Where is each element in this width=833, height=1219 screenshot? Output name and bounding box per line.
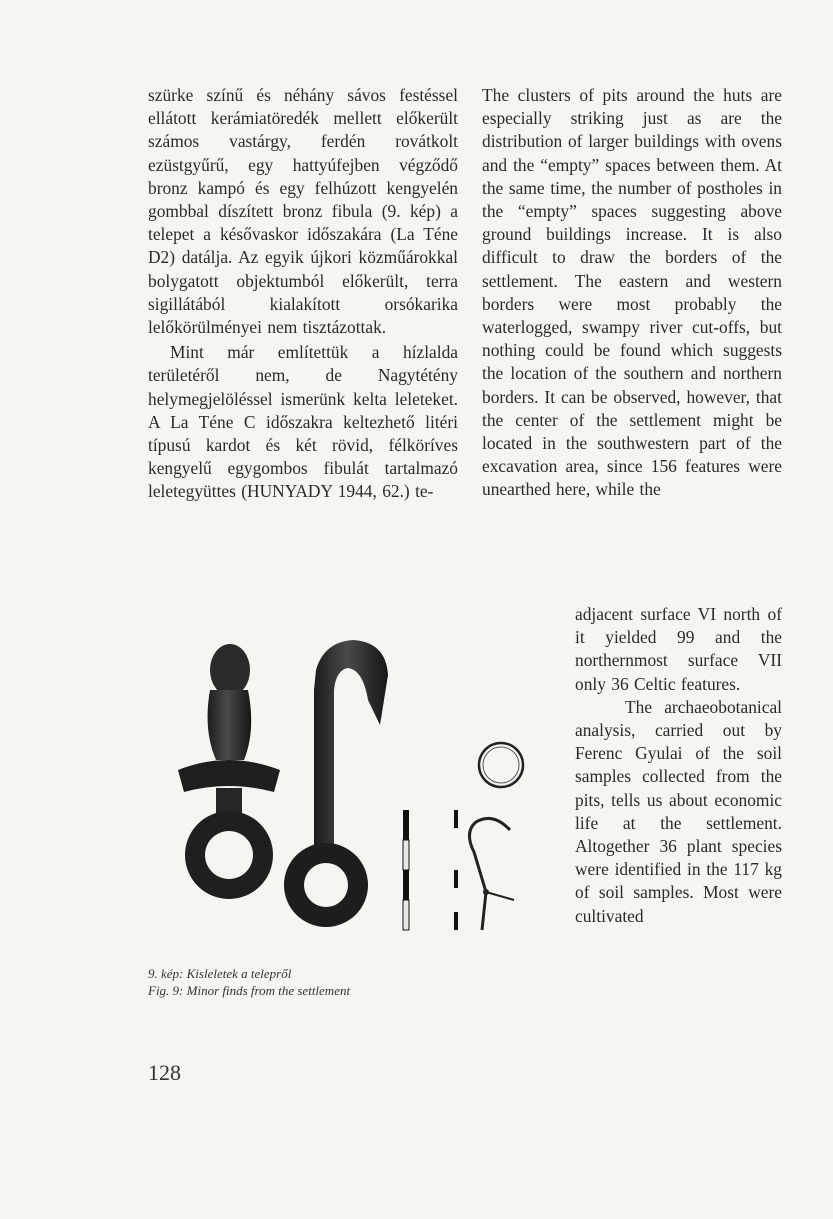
left-column [148, 84, 458, 504]
swan-hook-image [284, 640, 388, 927]
right-column [482, 84, 782, 502]
right-paragraph-wrap-2: The archaeobotanical analysis, carried out by Ferenc Gyulai of the soil samples collected from the pits, tells us about economic life at the settlement. Altogether 36 plant species were identified in the 117 kg of soil samples. Most were cultivated [575, 696, 782, 926]
brooch-drawing [454, 810, 514, 930]
scale-bar [403, 810, 409, 930]
left-paragraph-1: szürke színű és néhány sávos festéssel ellátott kerámiatöredék mellett előkerült számos vastárgy, ferdén rovátkolt ezüstgyűrű, egy hattyúfejben végződő bronz kampó és egy felhúzott kengyelén gombbal díszített bronz fibula (9. kép) a telepet a késővaskor időszakára (La Téne D2) datálja. Az egyik újkori közműárokkal bolygatott objektumból előkerült, terra sigillátából kialakított orsókarika lelőkörülményei nem tisztázottak. [148, 85, 458, 338]
ring-drawing [479, 743, 523, 787]
caption-english: Fig. 9: Minor finds from the settlement [148, 983, 351, 998]
page-number: 128 [148, 1060, 181, 1085]
right-paragraph-wrap-1: adjacent surface VI north of it yielded 99 and the northernmost surface VII only 36 Celtic features. [575, 604, 782, 694]
right-paragraph-top: The clusters of pits around the huts are especially striking just as are the distribution of larger buildings with ovens and the “empty” spaces between them. At the same time, the number of postholes in the “empty” spaces suggesting above ground buildings increase. It is also difficult to draw the borders of the settlement. The eastern and western borders were most probably the waterlogged, swampy river cut-offs, but nothing could be found which suggests the location of the southern and northern borders. It can be observed, however, that the center of the settlement might be located in the southwestern part of the excavation area, since 156 features were unearthed here, while the [482, 85, 782, 500]
figure-caption [148, 965, 508, 999]
figure-minor-finds [148, 630, 538, 960]
caption-hungarian: 9. kép: Kisleletek a telepről [148, 966, 292, 981]
right-column-wrap [575, 603, 782, 928]
left-paragraph-2: Mint már említettük a hízlalda területéről nem, de Nagytétény helymegjelöléssel ismerünk kelta leleteket. A La Téne C időszakra keltezhető litéri típusú kardot és két rövid, félköríves kengyelű egygombos fibulát tartalmazó leletegyüttes (HUNYADY 1944, 62.) te- [148, 342, 458, 502]
fibula-object-image [178, 644, 280, 899]
